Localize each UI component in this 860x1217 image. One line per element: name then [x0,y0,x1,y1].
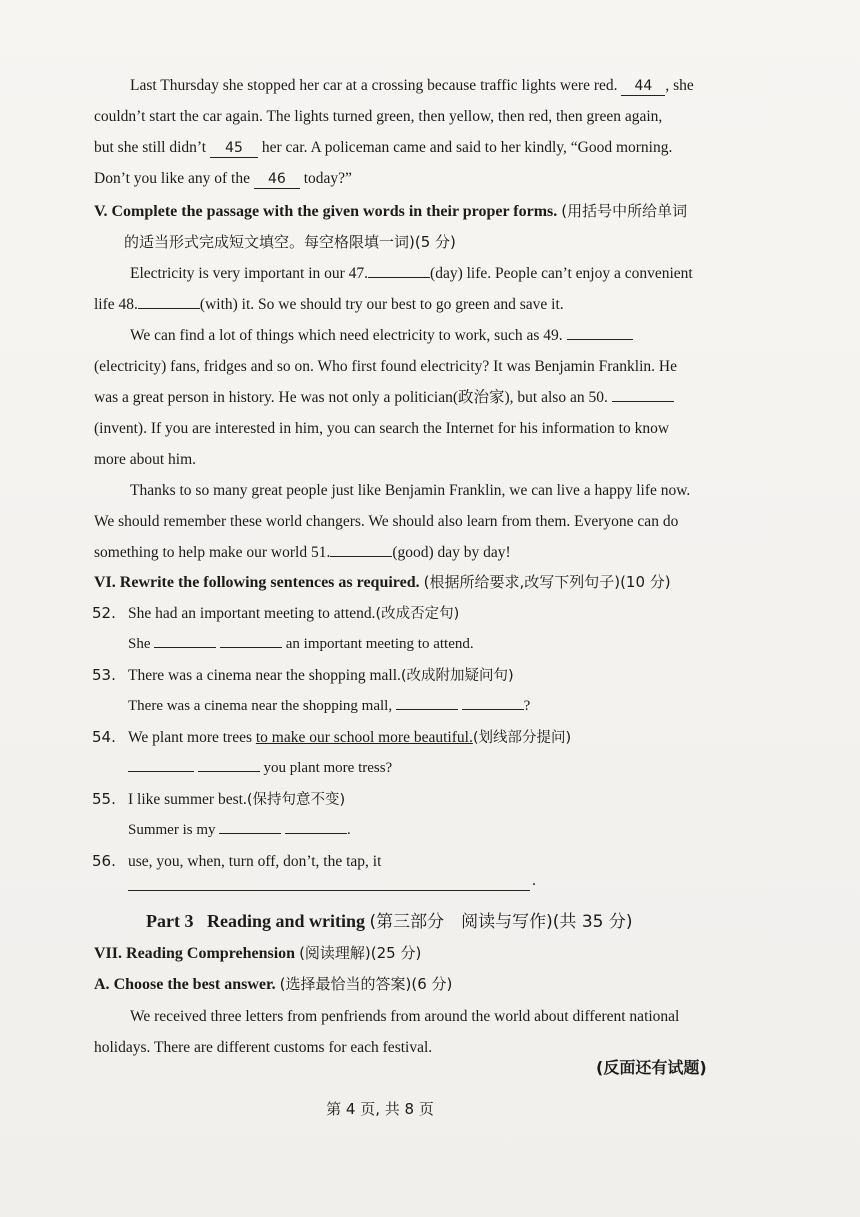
subsection-title: Choose the best answer. [113,976,276,993]
s5-line: We should remember these world changers. We should also learn from them. Everyone can do [94,513,679,530]
s5-line [94,258,726,289]
answer-line-55 [128,815,351,846]
answer-blank[interactable] [220,647,282,648]
question-56 [92,846,381,877]
page-footer: 第 4 页, 共 8 页 [326,1100,434,1118]
question-hint: (划线部分提问) [472,730,572,746]
question-hint: (保持句意不变) [246,792,346,808]
section-6-heading [94,567,671,598]
answer-blank-47[interactable] [368,277,430,278]
question-text: We plant more trees [128,729,252,746]
question-53 [92,660,514,692]
question-54 [92,722,571,754]
answer-line-53 [128,691,530,722]
text-line: , she [665,77,694,94]
question-text: There was a cinema near the shopping mall. [128,667,401,684]
s5-line [94,289,726,320]
answer-blank-46[interactable]: 46 [254,170,300,189]
question-52 [92,598,459,630]
question-text: She had an important meeting to attend. [128,605,376,622]
subsection-label: A. [94,976,110,993]
passage-top-line4 [94,163,726,194]
question-number: 53. [92,666,116,684]
answer-blank-49[interactable] [567,339,633,340]
section-title: Rewrite the following sentences as required. [119,574,420,591]
answer-blank-44[interactable]: 44 [621,77,665,96]
answer-blank[interactable] [219,833,281,834]
section-7a-heading [94,969,452,1000]
part-label: Part 3 [146,911,194,931]
s5-line: Thanks to so many great people just like Benjamin Franklin, we can live a happy life now. [130,482,691,499]
question-number: 52. [92,604,116,622]
section-instruction: (阅读理解)(25 分) [299,944,422,962]
answer-blank-45[interactable]: 45 [210,139,258,158]
answer-prefix: She [128,636,151,652]
question-number: 55. [92,790,116,808]
answer-blank-51[interactable] [330,556,392,557]
underlined-phrase: to make our school more beautiful. [255,729,473,746]
answer-line-52 [128,629,474,660]
text-line: Electricity is very important in our 47. [130,265,369,282]
section-instruction: (用括号中所给单词 [561,202,688,220]
text-line: today?” [303,170,352,187]
answer-line-54 [128,753,392,784]
reading-intro-line2: holidays. There are different customs for each festival. [94,1039,433,1056]
section-5-heading [94,196,730,227]
text-line: (good) day by day! [392,544,511,561]
section-numeral: V. [94,203,108,220]
answer-blank-48[interactable] [138,308,200,309]
question-hint: (改成否定句) [375,606,460,622]
section-instruction: (根据所给要求,改写下列句子)(10 分) [423,573,671,591]
subsection-instruction: (选择最恰当的答案)(6 分) [279,975,453,993]
answer-line-56[interactable] [128,890,530,891]
answer-blank[interactable] [198,771,260,772]
answer-prefix: Summer is my [128,822,216,838]
passage-top-line2: couldn’t start the car again. The lights turned green, then yellow, then red, then green again, [94,108,663,125]
text-line: was a great person in history. He was not only a politician(政治家), but also an 50. [94,389,608,406]
s5-line [94,382,726,413]
answer-suffix: an important meeting to attend. [285,636,474,652]
question-number: 56. [92,852,116,870]
question-55 [92,784,345,816]
s5-line: more about him. [94,451,197,468]
answer-prefix: There was a cinema near the shopping mall, [128,698,393,714]
answer-blank-50[interactable] [612,401,674,402]
text-line: Last Thursday she stopped her car at a crossing because traffic lights were red. [130,77,618,94]
question-hint: (改成附加疑问句) [400,668,514,684]
continued-note: (反面还有试题) [596,1058,707,1077]
question-text: use, you, when, turn off, don’t, the tap, it [128,853,382,870]
text-line: life 48. [94,296,138,313]
answer-blank[interactable] [285,833,347,834]
part-title: Reading and writing [206,911,366,931]
text-line: Don’t you like any of the [94,170,250,187]
answer-blank[interactable] [396,709,458,710]
answer-blank[interactable] [154,647,216,648]
answer-suffix: you plant more tress? [263,760,393,776]
text-line: something to help make our world 51. [94,544,331,561]
section-5-instruction-cont: 的适当形式完成短文填空。每空格限填一词)(5 分) [124,233,456,251]
part-instruction: (第三部分 阅读与写作)(共 35 分) [369,912,633,932]
answer-blank[interactable] [462,709,524,710]
s5-line: (electricity) fans, fridges and so on. Who first found electricity? It was Benjamin Franklin. He [94,358,677,375]
text-line: (day) life. People can’t enjoy a convenient [430,265,693,282]
passage-top-line3 [94,132,726,163]
passage-top [94,70,726,101]
text-line: her car. A policeman came and said to her kindly, “Good morning. [261,139,673,156]
s5-line: (invent). If you are interested in him, you can search the Internet for his information to know [94,420,670,437]
answer-suffix: ? [523,698,531,714]
section-numeral: VI. [94,574,116,591]
question-number: 54. [92,728,116,746]
text-line: (with) it. So we should try our best to go green and save it. [199,296,564,313]
question-text: I like summer best. [128,791,247,808]
text-line: but she still didn’t [94,139,207,156]
s5-line [94,537,726,568]
section-7-heading [94,938,421,969]
s5-line [94,320,726,351]
answer-period: . [532,872,536,889]
section-numeral: VII. [94,945,123,962]
answer-blank[interactable] [128,771,194,772]
text-line: We can find a lot of things which need electricity to work, such as 49. [130,327,563,344]
reading-intro-line1: We received three letters from penfriends from around the world about different national [130,1008,680,1025]
section-title: Reading Comprehension [126,945,296,962]
answer-suffix: . [347,822,351,838]
section-title: Complete the passage with the given words in their proper forms. [111,203,558,220]
part-3-heading [146,906,632,937]
